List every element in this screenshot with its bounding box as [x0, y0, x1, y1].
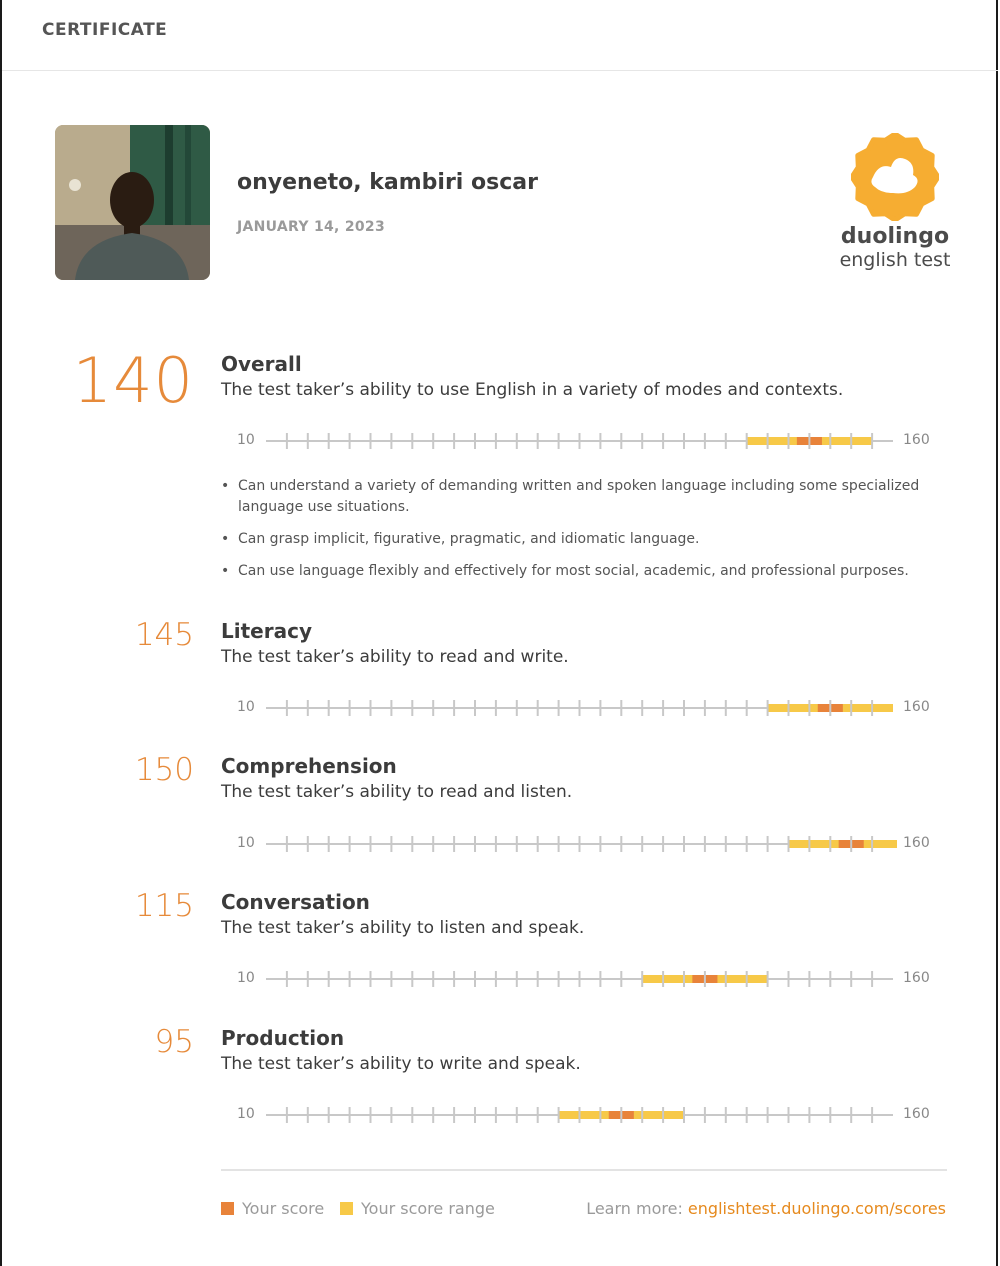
literacy-score: 145 [134, 617, 194, 653]
footer-divider [221, 1169, 947, 1171]
candidate-name: onyeneto, kambiri oscar [237, 170, 538, 195]
comprehension-score: 150 [134, 752, 194, 788]
scale-track [262, 1105, 897, 1125]
comprehension-description: The test taker’s ability to read and listen. [221, 782, 573, 802]
scale-min-label: 10 [237, 1106, 255, 1122]
comprehension-score-scale [237, 834, 937, 854]
scale-min-label: 10 [237, 835, 255, 851]
learn-more [586, 1199, 946, 1218]
learn-more-label: Learn more: [586, 1199, 683, 1218]
conversation-description: The test taker’s ability to listen and speak. [221, 918, 585, 938]
conversation-score-scale [237, 969, 937, 989]
score-swatch [221, 1202, 234, 1215]
scale-min-label: 10 [237, 432, 255, 448]
scale-min-label: 10 [237, 699, 255, 715]
production-description: The test taker’s ability to write and speak. [221, 1054, 581, 1074]
overall-score-scale [237, 431, 937, 451]
logo-subtitle: english test [839, 249, 951, 271]
scores-link[interactable]: englishtest.duolingo.com/scores [687, 1199, 946, 1218]
scale-max-label: 160 [903, 970, 930, 986]
overall-description: The test taker’s ability to use English in a variety of modes and contexts. [221, 380, 844, 400]
conversation-title: Conversation [221, 890, 370, 914]
test-date: JANUARY 14, 2023 [237, 219, 385, 235]
overall-score: 140 [72, 344, 194, 417]
candidate-photo [55, 125, 210, 280]
duolingo-badge-icon [851, 133, 939, 221]
conversation-score: 115 [134, 888, 194, 924]
certificate-heading: CERTIFICATE [42, 20, 168, 40]
range-swatch [340, 1202, 353, 1215]
descriptor-item: • Can use language flexibly and effectively for most social, academic, and professional purposes. [221, 561, 941, 582]
production-score: 95 [154, 1024, 194, 1060]
portrait-image [55, 125, 210, 280]
literacy-description: The test taker’s ability to read and write. [221, 647, 569, 667]
scale-track [262, 969, 897, 989]
comprehension-title: Comprehension [221, 754, 397, 778]
literacy-score-scale [237, 698, 937, 718]
header-divider [2, 70, 998, 71]
scale-min-label: 10 [237, 970, 255, 986]
production-score-scale [237, 1105, 937, 1125]
literacy-title: Literacy [221, 619, 312, 643]
legend-score-range [340, 1199, 495, 1218]
descriptor-item: • Can understand a variety of demanding written and spoken language including some specialized language use situations. [221, 476, 941, 518]
scale-track [262, 834, 897, 854]
production-title: Production [221, 1026, 345, 1050]
scale-max-label: 160 [903, 1106, 930, 1122]
legend-score-label: Your score [242, 1199, 325, 1218]
scale-max-label: 160 [903, 699, 930, 715]
descriptor-item: • Can grasp implicit, figurative, pragmatic, and idiomatic language. [221, 529, 941, 550]
scale-track [262, 698, 897, 718]
scale-max-label: 160 [903, 432, 930, 448]
legend-your-score [221, 1199, 324, 1218]
scale-max-label: 160 [903, 835, 930, 851]
logo-wordmark: duolingo [840, 224, 950, 249]
overall-descriptors [221, 476, 941, 593]
overall-title: Overall [221, 352, 302, 376]
legend-range-label: Your score range [361, 1199, 495, 1218]
scale-track [262, 431, 897, 451]
